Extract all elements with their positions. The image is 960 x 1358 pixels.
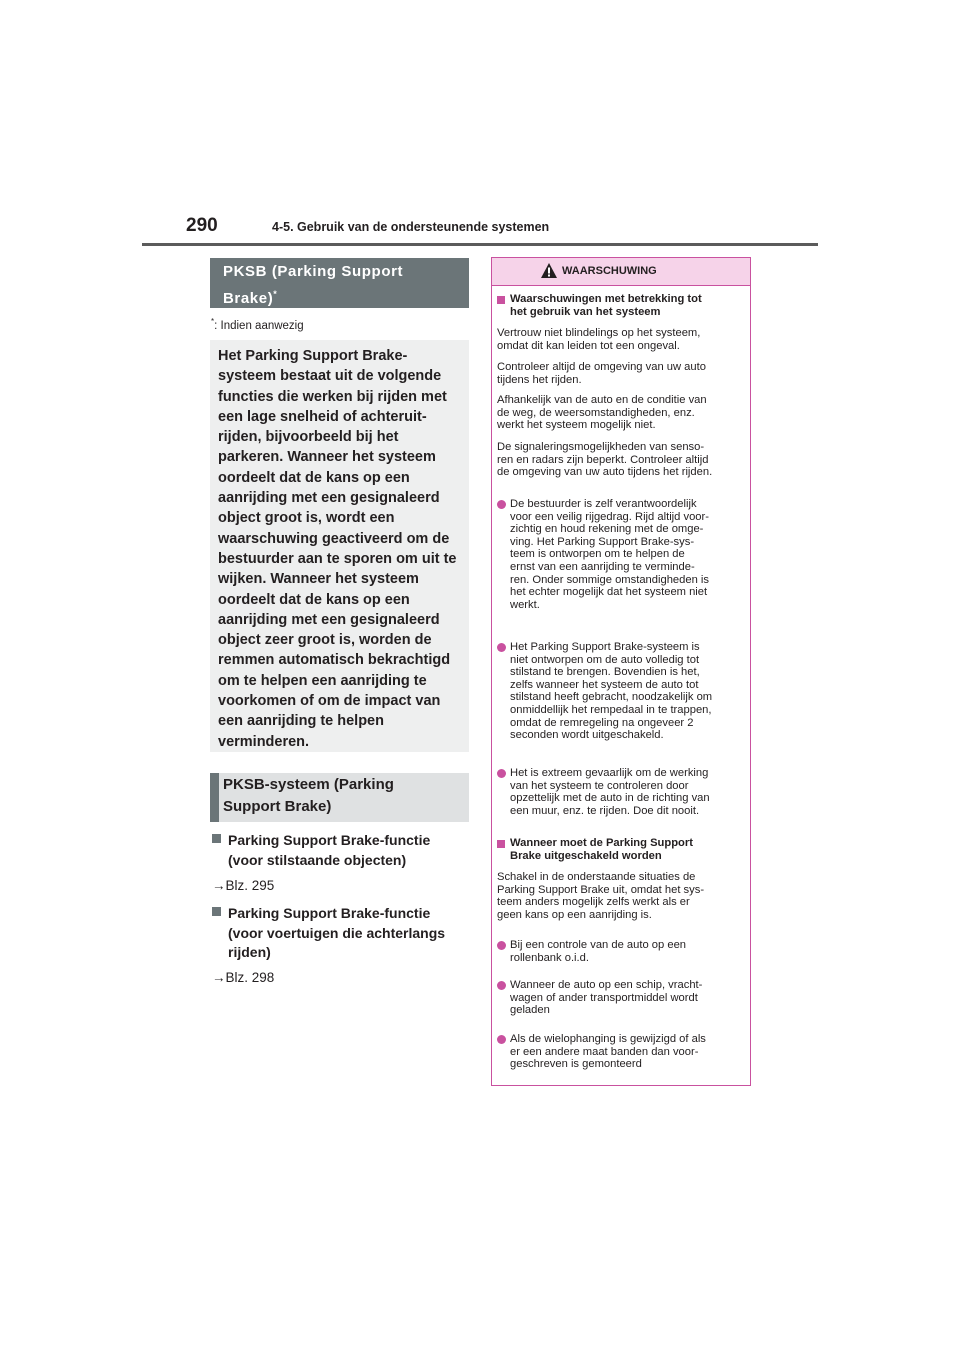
text-line: onmiddellijk het rempedaal in te trappen,: [510, 703, 712, 716]
intro-text: [218, 346, 466, 752]
warning-paragraph: [497, 327, 745, 352]
intro-line: om te helpen een aanrijding te: [218, 672, 427, 689]
text-line: Het is extreem gevaarlijk om de werking: [510, 767, 709, 779]
warning-title: WAARSCHUWING: [562, 265, 657, 277]
text-line: Waarschuwingen met betrekking tot: [510, 293, 702, 305]
text-line: ren en radars zijn beperkt. Controleer altijd: [497, 453, 709, 466]
feature-heading-line: (voor voertuigen die achterlangs: [228, 924, 446, 941]
warning-box: [491, 257, 751, 1086]
subsection-title-line: PKSB-systeem (Parking: [223, 776, 394, 793]
text-line: rollenbank o.i.d.: [510, 951, 589, 964]
warning-triangle-icon: [540, 262, 558, 279]
section-title-line: Brake): [223, 290, 274, 307]
text-line: tijdens het rijden.: [497, 373, 582, 386]
text-line: omdat dit kan leiden tot een ongeval.: [497, 339, 680, 352]
warning-subheading: [497, 837, 745, 862]
text-line: geen kans op een aanrijding is.: [497, 908, 652, 921]
text-line: het gebruik van het systeem: [510, 305, 661, 318]
text-line: Wanneer de auto op een schip, vracht-: [510, 979, 703, 991]
page-number: 290: [186, 215, 218, 236]
footnote-marker: *: [273, 289, 278, 299]
text-line: een muur, enz. te rijden. Doe dit nooit.: [510, 804, 700, 817]
warning-paragraph: [497, 361, 745, 386]
text-line: ernst van een aanrijding te verminde-: [510, 560, 695, 573]
warning-bullet: [497, 641, 745, 742]
text-line: Het Parking Support Brake-systeem is: [510, 641, 700, 653]
text-line: omdat de remregeling na ongeveer 2: [510, 716, 694, 729]
intro-line: oordeelt dat de kans op een: [218, 591, 410, 608]
feature-heading-rear-crossing: [210, 904, 469, 963]
intro-line: aanrijding met een gesignaleerd: [218, 611, 440, 628]
text-line: Brake uitgeschakeld worden: [510, 849, 662, 862]
text-line: stilstand heeft gebracht, noodzakelijk om: [510, 691, 713, 704]
feature-heading-line: Parking Support Brake-functie: [228, 905, 431, 921]
text-line: werkt het systeem mogelijk niet.: [497, 419, 656, 432]
intro-line: wijken. Wanneer het systeem: [218, 571, 419, 588]
text-line: ving. Het Parking Support Brake-sys-: [510, 535, 695, 548]
round-bullet-icon: [497, 981, 506, 990]
page-reference-link[interactable]: →Blz. 295: [212, 878, 275, 893]
round-bullet-icon: [497, 769, 506, 778]
text-line: teem anders mogelijk zelfs werkt als er: [497, 896, 690, 909]
text-line: het echter mogelijk dat het systeem niet: [510, 586, 708, 599]
feature-heading-line: (voor stilstaande objecten): [228, 851, 407, 868]
text-line: geschreven is gemonteerd: [510, 1058, 642, 1071]
intro-line: aanrijding met een gesignaleerd: [218, 490, 440, 507]
intro-line: Het Parking Support Brake-: [218, 348, 408, 364]
intro-line: een aanrijding te helpen: [218, 713, 384, 730]
intro-line: functies die werken bij rijden met: [218, 388, 447, 405]
intro-line: verminderen.: [218, 733, 310, 750]
warning-paragraph: [497, 871, 745, 921]
section-header: 4-5. Gebruik van de ondersteunende systemen: [272, 220, 550, 234]
section-title: [223, 261, 463, 310]
intro-line: oordeelt dat de kans op een: [218, 469, 410, 486]
text-line: er een andere maat banden dan voor-: [510, 1045, 699, 1058]
text-line: teem is ontworpen om te helpen de: [510, 548, 685, 561]
header-rule: [142, 243, 818, 246]
text-line: Als de wielophanging is gewijzigd of als: [510, 1033, 706, 1045]
intro-line: voorkomen of om de impact van: [218, 693, 441, 710]
intro-line: parkeren. Wanneer het systeem: [218, 449, 436, 466]
text-line: geladen: [510, 1004, 550, 1017]
square-bullet-icon: [497, 296, 505, 304]
section-title-box: [210, 258, 469, 308]
warning-bullet: [497, 767, 745, 817]
text-line: Schakel in de onderstaande situaties de: [497, 871, 696, 883]
intro-line: remmen automatisch bekrachtigd: [218, 652, 451, 669]
warning-subheading: [497, 293, 745, 318]
round-bullet-icon: [497, 643, 506, 652]
intro-line: systeem bestaat uit de volgende: [218, 368, 442, 385]
text-line: Wanneer moet de Parking Support: [510, 837, 693, 849]
warning-header: [492, 258, 750, 286]
round-bullet-icon: [497, 941, 506, 950]
text-line: zelfs wanneer het systeem de auto tot: [510, 678, 699, 691]
intro-line: object zeer groot is, worden de: [218, 632, 432, 649]
feature-heading-line: Parking Support Brake-functie: [228, 832, 431, 848]
warning-paragraph: [497, 394, 745, 432]
warning-bullet: [497, 498, 745, 611]
text-line: werkt.: [510, 598, 540, 611]
text-line: Vertrouw niet blindelings op het systeem,: [497, 327, 701, 339]
subsection-title-line: Support Brake): [223, 798, 332, 815]
text-line: seconden wordt uitgeschakeld.: [510, 729, 664, 742]
round-bullet-icon: [497, 500, 506, 509]
feature-heading-stationary: [210, 831, 469, 870]
text-line: van het systeem te controleren door: [510, 779, 689, 792]
text-line: De signaleringsmogelijkheden van senso-: [497, 441, 705, 453]
square-bullet-icon: [497, 840, 505, 848]
text-line: de weg, de weersomstandigheden, enz.: [497, 406, 695, 419]
feature-heading-line: rijden): [228, 944, 271, 960]
intro-box: [210, 340, 469, 752]
square-bullet-icon: [212, 907, 221, 916]
section-title-line: PKSB (Parking Support: [223, 263, 404, 280]
warning-paragraph: [497, 441, 745, 479]
text-line: voor een veilig rijgedrag. Rijd altijd voor-: [510, 510, 709, 523]
intro-line: object groot is, wordt een: [218, 510, 395, 527]
text-line: ren. Onder sommige omstandigheden is: [510, 573, 709, 586]
round-bullet-icon: [497, 1035, 506, 1044]
subsection-title: [223, 774, 463, 818]
text-line: niet ontworpen om de auto volledig tot: [510, 653, 700, 666]
intro-line: bestuurder aan te sporen om uit te: [218, 550, 457, 567]
warning-bullet: [497, 979, 745, 1017]
text-line: Afhankelijk van de auto en de conditie van: [497, 394, 707, 406]
intro-line: waarschuwing geactiveerd om de: [218, 530, 450, 547]
square-bullet-icon: [212, 834, 221, 843]
footnote-marker: *: [211, 317, 215, 326]
intro-line: een lage snelheid of achteruit-: [218, 408, 427, 425]
page-reference-link[interactable]: →Blz. 298: [212, 970, 275, 985]
text-line: De bestuurder is zelf verantwoordelijk: [510, 498, 697, 510]
text-line: zichtig en houd rekening met de omge-: [510, 523, 704, 536]
warning-bullet: [497, 1033, 745, 1071]
footnote: [211, 317, 304, 332]
text-line: Controleer altijd de omgeving van uw auto: [497, 361, 706, 373]
subsection-accent-bar: [210, 773, 219, 822]
intro-line: rijden, bijvoorbeeld bij het: [218, 429, 399, 446]
warning-bullet: [497, 939, 745, 964]
text-line: opzettelijk met de auto in de richting van: [510, 792, 710, 805]
text-line: wagen of ander transportmiddel wordt: [510, 991, 698, 1004]
text-line: Parking Support Brake uit, omdat het sys-: [497, 883, 705, 896]
text-line: Bij een controle van de auto op een: [510, 939, 687, 951]
text-line: de omgeving van uw auto tijdens het rijden.: [497, 466, 713, 479]
text-line: stilstand te brengen. Bovendien is het,: [510, 666, 700, 679]
subsection-title-box: [210, 773, 469, 822]
footnote-text: : Indien aanwezig: [214, 319, 304, 332]
